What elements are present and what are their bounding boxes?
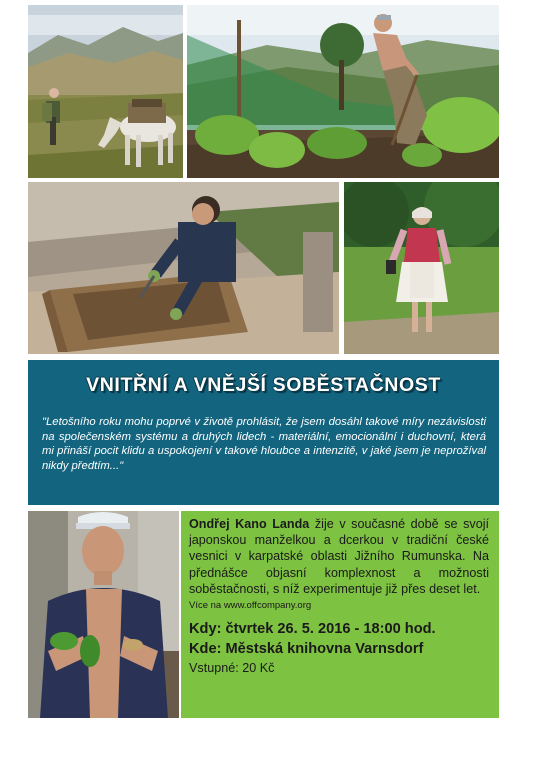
photo-man-hoeing-garden xyxy=(187,5,499,178)
poster-title: VNITŘNÍ A VNĚJŠÍ SOBĚSTAČNOST xyxy=(86,374,441,396)
photo-girl-in-folk-costume xyxy=(344,182,499,354)
speaker-bio xyxy=(189,516,489,597)
photo-man-carving-trough xyxy=(28,182,339,354)
speaker-quote: "Letošního roku mohu poprvé v životě prohlásit, že jsem dosáhl takové míry nezávislosti na společenském systému a druhých lidech - materiální, emocionální i duchovní, která mi přináší pocit klidu a uspokojení v takové hloubce a intenzitě, v jaké jsem je neprožíval nikdy předtím..." xyxy=(42,416,486,472)
website-link[interactable]: Více na www.offcompany.org xyxy=(189,600,312,612)
speaker-bio-text: žije v současné době se svojí japonskou manželkou a dcerkou v tradiční české vesnici v karpatské oblasti Jižního Rumunska. Na přednášce objasní komplexnost a možnosti soběstačnosti, s níž experimentuje již přes deset let. xyxy=(189,517,490,596)
title-banner xyxy=(28,360,499,505)
entry-fee: Vstupné: 20 Kč xyxy=(189,661,275,676)
photo-speaker-portrait xyxy=(28,511,179,718)
event-venue: Kde: Městská knihovna Varnsdorf xyxy=(189,641,424,658)
event-info-box xyxy=(181,511,499,718)
speaker-name: Ondřej Kano Landa xyxy=(189,517,310,531)
photo-hiker-with-horse xyxy=(28,5,183,178)
event-date-time: Kdy: čtvrtek 26. 5. 2016 - 18:00 hod. xyxy=(189,621,436,638)
